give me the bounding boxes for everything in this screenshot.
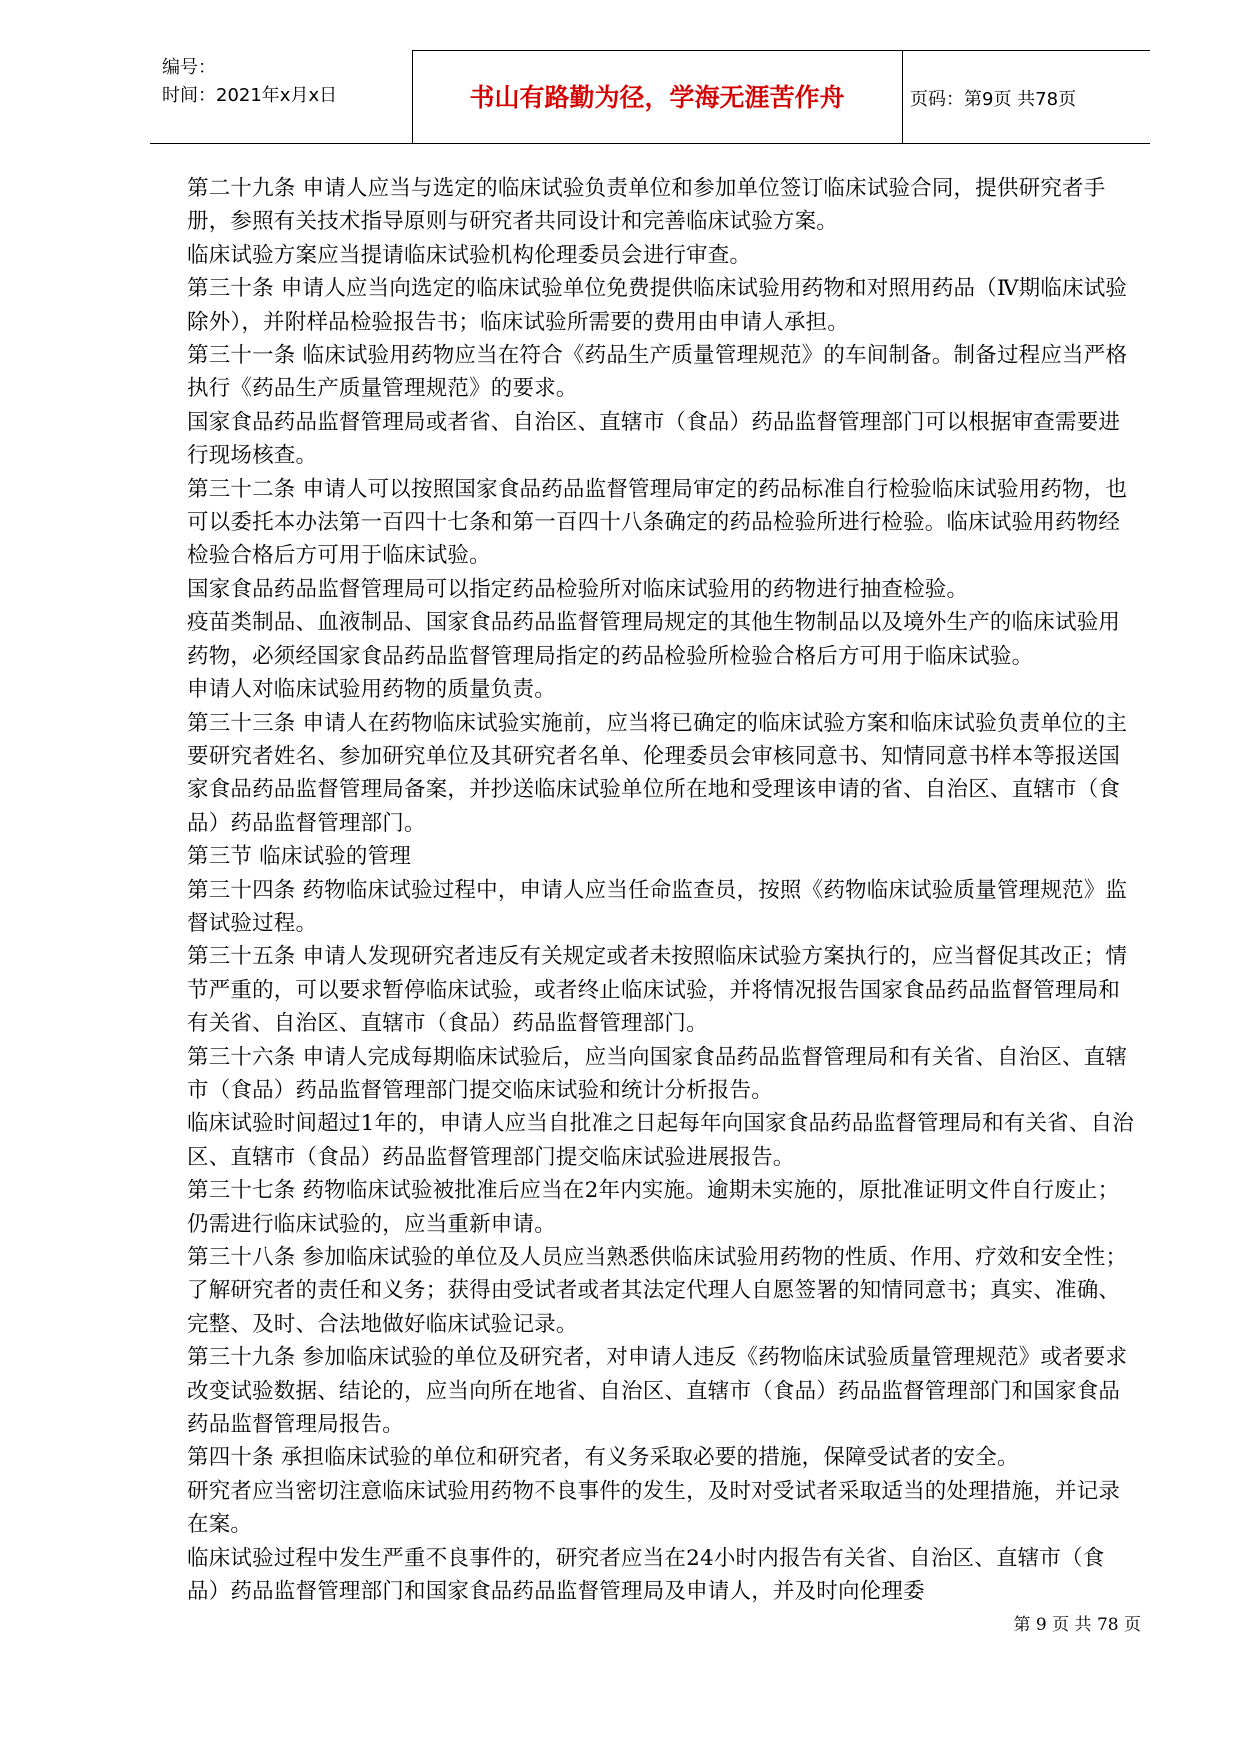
paragraph: 研究者应当密切注意临床试验用药物不良事件的发生，及时对受试者采取适当的处理措施，并记录在案。 bbox=[187, 1478, 1121, 1538]
page-header bbox=[150, 50, 1150, 144]
paragraph: 临床试验过程中发生严重不良事件的，研究者应当在24小时内报告有关省、自治区、直辖市（食品）药品监督管理部门和国家食品药品监督管理局及申请人，并及时向伦理委 bbox=[187, 1545, 1105, 1605]
paragraph: 第三十条 申请人应当向选定的临床试验单位免费提供临床试验用药物和对照用药品（Ⅳ期临床试验除外），并附样品检验报告书；临床试验所需要的费用由申请人承担。 bbox=[187, 276, 1128, 335]
header-top-rule bbox=[412, 50, 1150, 51]
header-page-number: 页码：第9页 共78页 bbox=[910, 89, 1077, 110]
paragraph: 第三十一条 临床试验用药物应当在符合《药品生产质量管理规范》的车间制备。制备过程应当严格执行《药品生产质量管理规范》的要求。 bbox=[187, 343, 1128, 402]
paragraph: 第三十三条 申请人在药物临床试验实施前，应当将已确定的临床试验方案和临床试验负责单位的主要研究者姓名、参加研究单位及其研究者名单、伦理委员会审核同意书、知情同意书样本等报送国家食品药品监督管理局备案，并抄送临床试验单位所在地和受理该申请的省、自治区、直辖市（食品）药品监督管理部门。 bbox=[187, 710, 1128, 836]
paragraph: 第三十四条 药物临床试验过程中，申请人应当任命监查员，按照《药物临床试验质量管理规范》监督试验过程。 bbox=[187, 877, 1128, 936]
header-motto: 书山有路勤为径，学海无涯苦作舟 bbox=[469, 83, 845, 112]
paragraph: 国家食品药品监督管理局或者省、自治区、直辖市（食品）药品监督管理部门可以根据审查需要进行现场核查。 bbox=[187, 409, 1121, 469]
paragraph: 临床试验时间超过1年的，申请人应当自批准之日起每年向国家食品药品监督管理局和有关省、自治区、直辖市（食品）药品监督管理部门提交临床试验进展报告。 bbox=[187, 1111, 1134, 1170]
paragraph: 第三十九条 参加临床试验的单位及研究者，对申请人违反《药物临床试验质量管理规范》或者要求改变试验数据、结论的，应当向所在地省、自治区、直辖市（食品）药品监督管理部门和国家食品药品监督管理局报告。 bbox=[187, 1345, 1128, 1438]
paragraph: 第三十二条 申请人可以按照国家食品药品监督管理局审定的药品标准自行检验临床试验用药物，也可以委托本办法第一百四十七条和第一百四十八条确定的药品检验所进行检验。临床试验用药物经检验合格后方可用于临床试验。 bbox=[187, 476, 1128, 569]
paragraph: 第三十七条 药物临床试验被批准后应当在2年内实施。逾期未实施的，原批准证明文件自行废止；仍需进行临床试验的，应当重新申请。 bbox=[187, 1178, 1120, 1237]
paragraph: 第二十九条 申请人应当与选定的临床试验负责单位和参加单位签订临床试验合同，提供研究者手册，参照有关技术指导原则与研究者共同设计和完善临床试验方案。 bbox=[187, 176, 1106, 235]
paragraph: 第三十六条 申请人完成每期临床试验后，应当向国家食品药品监督管理局和有关省、自治区、直辖市（食品）药品监督管理部门提交临床试验和统计分析报告。 bbox=[187, 1044, 1128, 1103]
doc-number-label: 编号： bbox=[162, 57, 216, 78]
paragraph: 第三十五条 申请人发现研究者违反有关规定或者未按照临床试验方案执行的，应当督促其改正；情节严重的，可以要求暂停临床试验，或者终止临床试验，并将情况报告国家食品药品监督管理局和有关省、自治区、直辖市（食品）药品监督管理部门。 bbox=[187, 944, 1128, 1037]
paragraph: 国家食品药品监督管理局可以指定药品检验所对临床试验用的药物进行抽查检验。 bbox=[187, 576, 969, 602]
header-divider-right bbox=[902, 50, 903, 143]
header-meta bbox=[162, 54, 337, 110]
paragraph: 疫苗类制品、血液制品、国家食品药品监督管理局规定的其他生物制品以及境外生产的临床试验用药物，必须经国家食品药品监督管理局指定的药品检验所检验合格后方可用于临床试验。 bbox=[187, 610, 1121, 669]
doc-time-label: 时间：2021年x月x日 bbox=[162, 85, 338, 106]
document-body bbox=[187, 172, 1137, 1608]
paragraph: 申请人对临床试验用药物的质量负责。 bbox=[187, 677, 556, 703]
paragraph: 第四十条 承担临床试验的单位和研究者，有义务采取必要的措施，保障受试者的安全。 bbox=[187, 1445, 1019, 1471]
paragraph: 临床试验方案应当提请临床试验机构伦理委员会进行审查。 bbox=[187, 242, 752, 268]
section-heading: 第三节 临床试验的管理 bbox=[187, 844, 412, 870]
paragraph: 第三十八条 参加临床试验的单位及人员应当熟悉供临床试验用药物的性质、作用、疗效和安全性；了解研究者的责任和义务；获得由受试者或者其法定代理人自愿签署的知情同意书；真实、准确、完整、及时、合法地做好临床试验记录。 bbox=[187, 1245, 1128, 1337]
page-footer: 第 9 页 共 78 页 bbox=[1013, 1615, 1141, 1635]
